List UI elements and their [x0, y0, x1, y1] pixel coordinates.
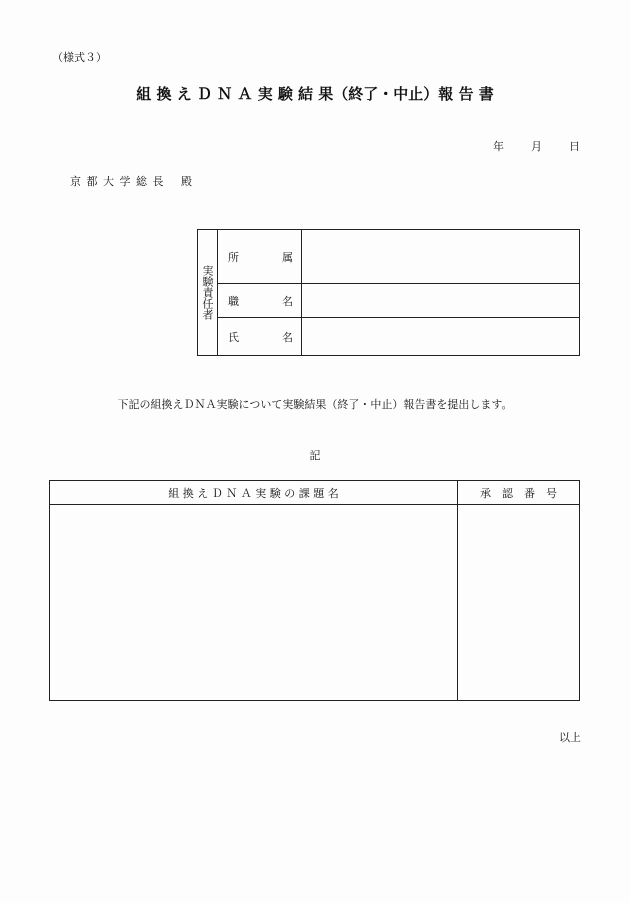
closing-mark: 以上 [559, 731, 581, 744]
date-month-label: 月 [531, 140, 542, 153]
affiliation-label-char-1: 所 [228, 250, 239, 264]
position-label-char-1: 職 [228, 294, 239, 308]
position-label-char-2: 名 [282, 294, 293, 308]
name-label-char-1: 氏 [228, 330, 239, 344]
date-line [493, 138, 580, 154]
ki-heading: 記 [309, 449, 321, 462]
document-title: 組 換 え Ｄ Ｎ Ａ 実 験 結 果（終了・中止）報 告 書 [136, 85, 494, 103]
name-label-char-2: 名 [282, 330, 293, 344]
date-day-label: 日 [569, 140, 580, 153]
responsible-person-table [197, 229, 580, 356]
name-label [218, 318, 302, 355]
position-label [218, 284, 302, 318]
date-year-label: 年 [493, 140, 504, 153]
affiliation-field[interactable] [302, 230, 579, 284]
project-title-field[interactable] [50, 505, 458, 700]
submission-statement: 下記の組換えＤＮＡ実験について実験結果（終了・中止）報告書を提出します。 [117, 398, 513, 411]
affiliation-label [218, 230, 302, 284]
recipient: 京 都 大 学 総 長 殿 [70, 175, 193, 188]
responsible-side-label-cell [198, 230, 218, 355]
form-number: （様式３） [52, 51, 107, 64]
project-table [49, 480, 580, 701]
approval-number-field[interactable] [458, 505, 579, 700]
approval-number-header: 承 認 番 号 [458, 481, 579, 505]
project-title-header: 組 換 え Ｄ Ｎ Ａ 実 験 の 課 題 名 [50, 481, 458, 505]
name-field[interactable] [302, 318, 579, 355]
affiliation-label-char-2: 属 [282, 250, 293, 264]
responsible-side-label: 実験責任者 [201, 265, 214, 320]
position-field[interactable] [302, 284, 579, 318]
